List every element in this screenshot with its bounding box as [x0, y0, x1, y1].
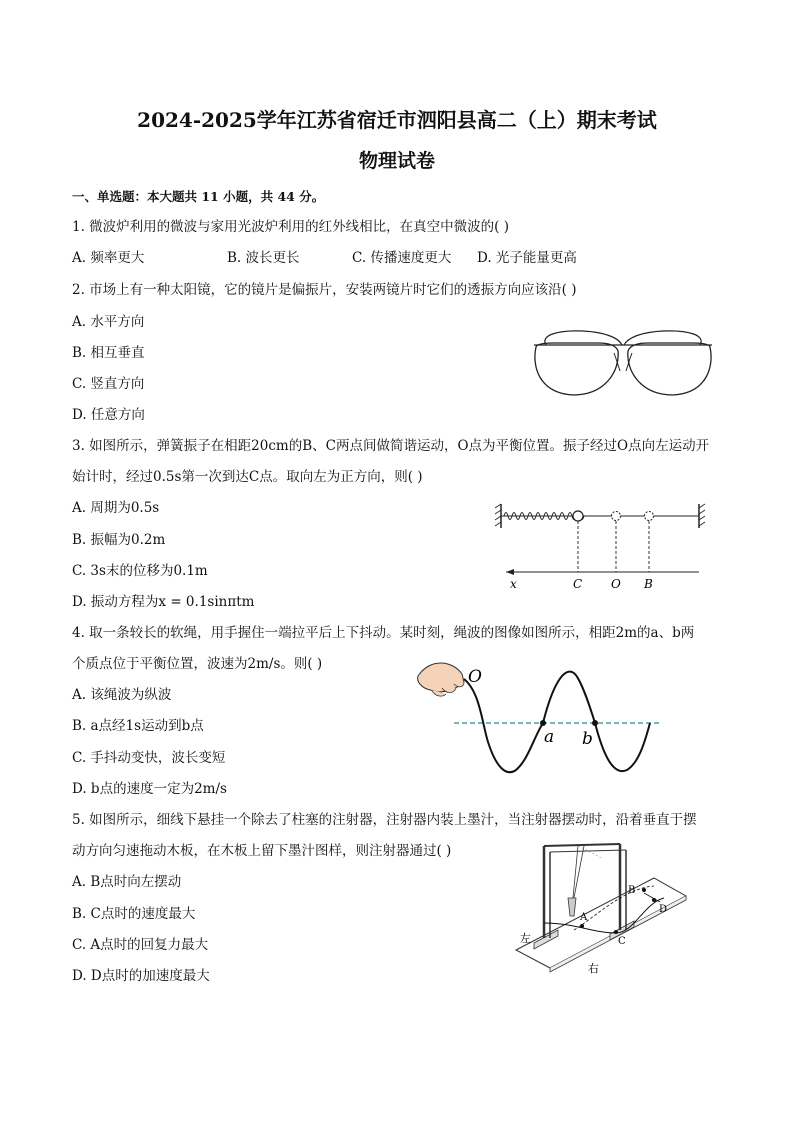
- rope-wave-figure: [412, 652, 668, 782]
- q4-option-d: D. b点的速度一定为2m/s: [72, 781, 227, 797]
- fig5-label-b: B: [628, 885, 636, 896]
- q2-option-c: C. 竖直方向: [72, 376, 145, 392]
- fig3-label-b: B: [644, 577, 653, 591]
- fig5-label-right: 右: [588, 962, 599, 975]
- q4-option-b: B. a点经1s运动到b点: [72, 718, 204, 734]
- fig3-label-c: C: [573, 577, 583, 591]
- q5-option-d: D. D点时的加速度最大: [72, 968, 210, 984]
- fig5-label-left: 左: [520, 932, 531, 945]
- q3-option-a: A. 周期为0.5s: [72, 500, 160, 516]
- q4-option-a: A. 该绳波为纵波: [72, 687, 172, 703]
- sunglasses-figure: [528, 325, 718, 400]
- pendulum-ink-figure: [514, 838, 694, 978]
- exam-title: 2024-2025学年江苏省宿迁市泗阳县高二（上）期末考试: [137, 108, 657, 132]
- q5-option-b: B. C点时的速度最大: [72, 906, 196, 922]
- q2-option-a: A. 水平方向: [72, 314, 145, 330]
- q1-option-a: A. 频率更大: [72, 250, 145, 266]
- q1-option-c: C. 传播速度更大: [352, 250, 452, 266]
- q5-option-a: A. B点时向左摆动: [72, 874, 182, 890]
- q2-option-b: B. 相互垂直: [72, 345, 145, 361]
- q5-stem-line1: 5. 如图所示，细线下悬挂一个除去了柱塞的注射器，注射器内装上墨汁，当注射器摆动时，沿着垂直于摆: [72, 812, 697, 828]
- q1-option-d: D. 光子能量更高: [477, 250, 577, 266]
- q4-stem-line2: 个质点位于平衡位置，波速为2m/s。则( ): [72, 656, 323, 672]
- q5-option-c: C. A点时的回复力最大: [72, 937, 209, 953]
- q3-option-d: D. 振动方程为x = 0.1sinπtm: [72, 594, 255, 610]
- exam-subtitle: 物理试卷: [358, 150, 435, 172]
- q4-stem-line1: 4. 取一条较长的软绳，用手握住一端拉平后上下抖动。某时刻，绳波的图像如图所示，相距2m的a、b两: [72, 625, 695, 641]
- q4-option-c: C. 手抖动变快，波长变短: [72, 750, 226, 766]
- fig3-label-o: O: [611, 577, 621, 591]
- q2-stem: 2. 市场上有一种太阳镜，它的镜片是偏振片，安装两镜片时它们的透振方向应该沿( ): [72, 282, 577, 298]
- q5-stem-line2: 动方向匀速拖动木板，在木板上留下墨汁图样，则注射器通过( ): [72, 843, 452, 859]
- q3-option-b: B. 振幅为0.2m: [72, 532, 166, 548]
- q2-option-d: D. 任意方向: [72, 407, 145, 423]
- fig5-label-d: D: [659, 904, 668, 915]
- q3-option-c: C. 3s末的位移为0.1m: [72, 563, 208, 579]
- fig5-label-a: A: [580, 912, 588, 923]
- fig3-label-x: x: [510, 577, 517, 591]
- fig4-label-o: O: [468, 667, 482, 687]
- fig4-label-b: b: [582, 729, 593, 749]
- q1-stem: 1. 微波炉利用的微波与家用光波炉利用的红外线相比，在真空中微波的( ): [72, 219, 509, 235]
- q1-option-b: B. 波长更长: [227, 250, 300, 266]
- fig4-label-a: a: [544, 727, 555, 747]
- q3-stem-line1: 3. 如图所示，弹簧振子在相距20cm的B、C两点间做简谐运动，O点为平衡位置。振子经过O点向左运动开: [72, 438, 710, 454]
- section-heading: 一、单选题：本大题共 11 小题，共 44 分。: [72, 189, 325, 204]
- spring-oscillator-figure: [494, 492, 714, 592]
- fig5-label-c: C: [618, 936, 626, 947]
- q3-stem-line2: 始计时，经过0.5s第一次到达C点。取向左为正方向，则( ): [72, 469, 423, 485]
